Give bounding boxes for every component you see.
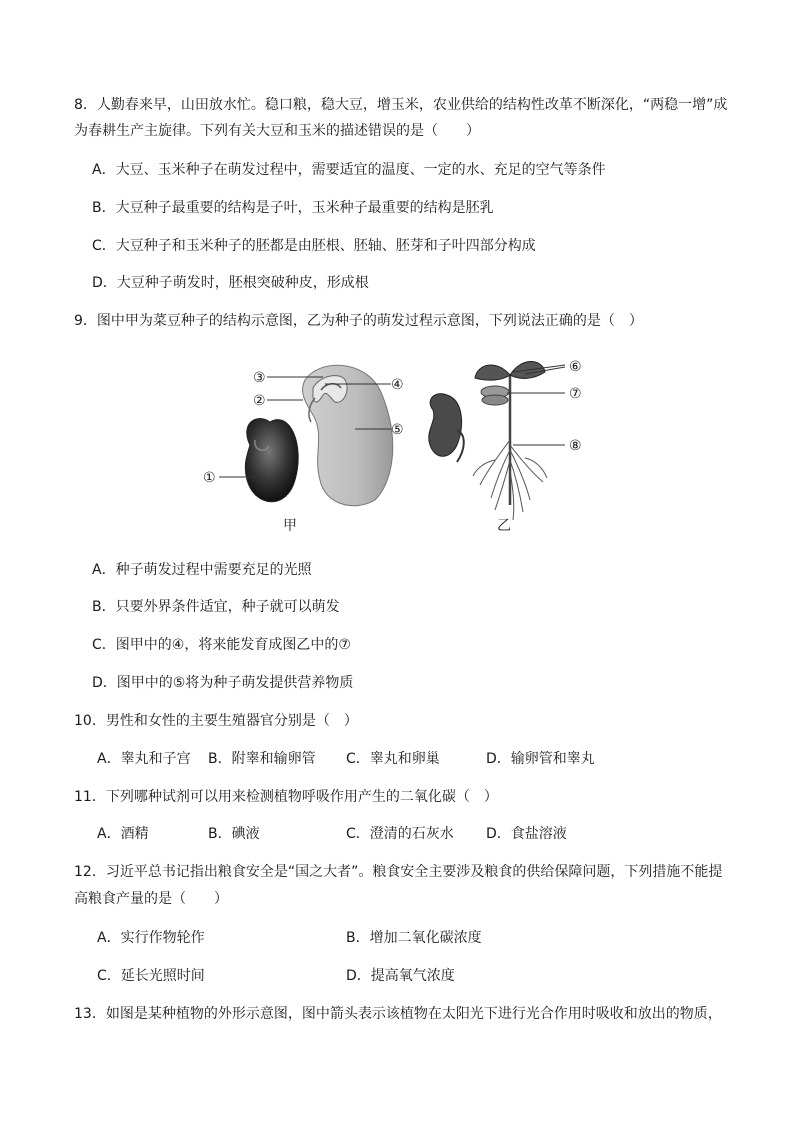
label-3: ③	[253, 370, 266, 386]
q9-option-c: C．图甲中的④，将来能发育成图乙中的⑦	[92, 637, 351, 653]
germinating-seed	[429, 394, 464, 462]
q10-option-c: C．睾丸和卵巢	[346, 751, 440, 767]
q10-option-b: B．附睾和输卵管	[208, 751, 316, 767]
q8-option-a: A．大豆、玉米种子在萌发过程中，需要适宜的温度、一定的水、充足的空气等条件	[92, 162, 606, 178]
seed-diagram	[195, 350, 605, 540]
label-1: ①	[203, 470, 216, 486]
q11-option-c: C．澄清的石灰水	[346, 826, 454, 842]
q11-option-b: B．碘液	[208, 826, 260, 842]
q8-option-c: C．大豆种子和玉米种子的胚都是由胚根、胚轴、胚芽和子叶四部分构成	[92, 238, 536, 254]
label-7: ⑦	[569, 386, 582, 402]
q12-option-b: B．增加二氧化碳浓度	[346, 930, 482, 946]
q10-stem: 10．男性和女性的主要生殖器官分别是（ ）	[74, 713, 358, 729]
whole-bean	[245, 419, 298, 502]
caption-yi: 乙	[497, 518, 511, 534]
q11-option-a: A．酒精	[97, 826, 149, 842]
q9-stem: 9．图中甲为菜豆种子的结构示意图，乙为种子的萌发过程示意图，下列说法正确的是（ ）	[74, 313, 643, 329]
label-2: ②	[253, 393, 266, 409]
caption-jia: 甲	[283, 518, 297, 534]
q12-stem-line2: 高粮食产量的是（ ）	[74, 891, 228, 907]
seed-figure	[195, 350, 605, 540]
opened-bean	[303, 365, 393, 505]
q8-option-b: B．大豆种子最重要的结构是子叶，玉米种子最重要的结构是胚乳	[92, 200, 494, 216]
label-6: ⑥	[569, 359, 582, 375]
q9-option-a: A．种子萌发过程中需要充足的光照	[92, 562, 312, 578]
q8-stem-line2: 为春耕生产主旋律。下列有关大豆和玉米的描述错误的是（ ）	[74, 123, 480, 139]
q8-option-d: D．大豆种子萌发时，胚根突破种皮，形成根	[92, 275, 369, 291]
q11-stem: 11．下列哪种试剂可以用来检测植物呼吸作用产生的二氧化碳（ ）	[74, 789, 498, 805]
q8-stem-line1: 8．人勤春来早，山田放水忙。稳口粮，稳大豆，增玉米，农业供给的结构性改革不断深化，“两稳一增”成	[74, 97, 728, 113]
seedling	[473, 361, 547, 520]
q10-option-a: A．睾丸和子宫	[97, 751, 191, 767]
q9-option-b: B．只要外界条件适宜，种子就可以萌发	[92, 599, 340, 615]
q12-option-c: C．延长光照时间	[97, 968, 205, 984]
q12-stem-line1: 12．习近平总书记指出粮食安全是“国之大者”。粮食安全主要涉及粮食的供给保障问题，下列措施不能提	[74, 864, 723, 880]
q11-option-d: D．食盐溶液	[486, 826, 567, 842]
q9-option-d: D．图甲中的⑤将为种子萌发提供营养物质	[92, 675, 354, 691]
q12-option-d: D．提高氧气浓度	[346, 968, 455, 984]
label-5: ⑤	[391, 422, 404, 438]
q13-stem: 13．如图是某种植物的外形示意图，图中箭头表示该植物在太阳光下进行光合作用时吸收和放出的物质，	[74, 1006, 722, 1022]
label-4: ④	[391, 377, 404, 393]
q10-option-d: D．输卵管和睾丸	[486, 751, 595, 767]
q12-option-a: A．实行作物轮作	[97, 930, 205, 946]
label-8: ⑧	[569, 438, 582, 454]
